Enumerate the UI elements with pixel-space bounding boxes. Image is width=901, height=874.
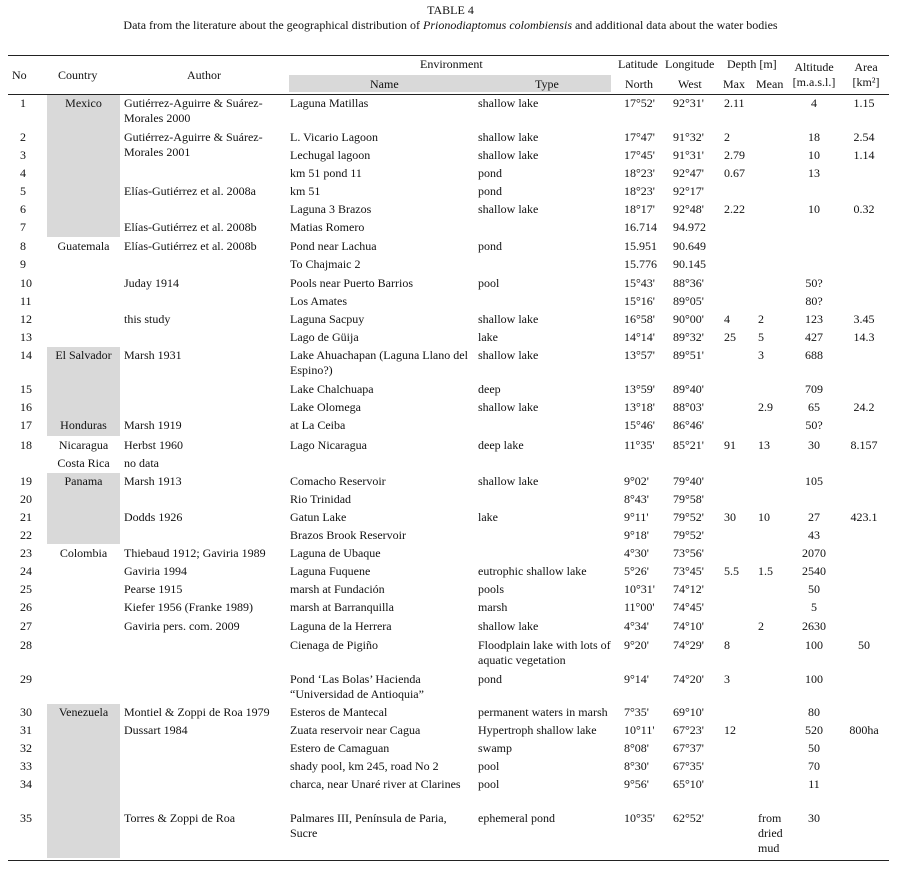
water-body-name: Laguna Matillas bbox=[290, 96, 369, 110]
altitude-value: 709 bbox=[805, 382, 823, 396]
header-latitude: Latitude bbox=[618, 57, 658, 71]
longitude-value: 86°46' bbox=[673, 418, 704, 432]
row-number: 29 bbox=[20, 672, 32, 686]
latitude-value: 13°18' bbox=[624, 400, 655, 414]
water-body-type: pools bbox=[478, 582, 505, 596]
depth-max-value: 2.11 bbox=[724, 96, 745, 110]
author-name: Herbst 1960 bbox=[124, 438, 183, 452]
header-author: Author bbox=[187, 68, 221, 82]
row-number: 26 bbox=[20, 600, 32, 614]
header-west: West bbox=[678, 77, 702, 91]
altitude-value: 2070 bbox=[802, 546, 826, 560]
altitude-value: 80? bbox=[805, 294, 823, 308]
header-mean: Mean bbox=[756, 77, 784, 91]
water-body-type: permanent waters in marsh bbox=[478, 705, 608, 719]
latitude-value: 8°30' bbox=[624, 759, 649, 773]
depth-max-value: 2.22 bbox=[724, 202, 745, 216]
longitude-value: 89°32' bbox=[673, 330, 704, 344]
area-value: 24.2 bbox=[853, 400, 875, 414]
water-body-type: pool bbox=[478, 759, 500, 773]
latitude-value: 10°35' bbox=[624, 811, 655, 825]
depth-mean-value: 2 bbox=[758, 619, 764, 633]
water-body-type: shallow lake bbox=[478, 202, 539, 216]
depth-max-value: 30 bbox=[724, 510, 736, 524]
longitude-value: 88°03' bbox=[673, 400, 704, 414]
altitude-value: 65 bbox=[808, 400, 820, 414]
longitude-value: 89°51' bbox=[673, 348, 704, 362]
water-body-name: Laguna de Ubaque bbox=[290, 546, 381, 560]
header-name: Name bbox=[370, 77, 399, 91]
altitude-value: 50? bbox=[805, 276, 823, 290]
depth-mean-value: 5 bbox=[758, 330, 764, 344]
author-name: this study bbox=[124, 312, 171, 326]
altitude-value: 10 bbox=[808, 202, 820, 216]
author-name: Gaviria pers. com. 2009 bbox=[124, 619, 240, 633]
depth-max-value: 3 bbox=[724, 672, 730, 686]
area-value: 3.45 bbox=[853, 312, 875, 326]
latitude-value: 5°26' bbox=[624, 564, 649, 578]
water-body-type: pond bbox=[478, 239, 502, 253]
altitude-value: 520 bbox=[805, 723, 823, 737]
longitude-value: 67°37' bbox=[673, 741, 704, 755]
author-name: Elías-Gutiérrez et al. 2008b bbox=[124, 239, 257, 253]
country-shading bbox=[47, 704, 120, 858]
row-number: 3 bbox=[20, 148, 26, 162]
water-body-name: marsh at Fundación bbox=[290, 582, 385, 596]
water-body-type: pond bbox=[478, 672, 502, 686]
depth-max-value: 25 bbox=[724, 330, 736, 344]
altitude-value: 30 bbox=[808, 438, 820, 452]
country-name: Honduras bbox=[60, 418, 107, 432]
water-body-type: shallow lake bbox=[478, 312, 539, 326]
water-body-name: Lake Ahuachapan (Laguna Llano del Espino?) bbox=[290, 348, 468, 377]
altitude-value: 50? bbox=[805, 418, 823, 432]
depth-max-value: 5.5 bbox=[724, 564, 739, 578]
longitude-value: 85°21' bbox=[673, 438, 704, 452]
water-body-type: pool bbox=[478, 276, 500, 290]
author-name: Torres & Zoppi de Roa bbox=[124, 811, 236, 825]
latitude-value: 7°35' bbox=[624, 705, 649, 719]
row-number: 1 bbox=[20, 96, 26, 110]
row-number: 4 bbox=[20, 166, 26, 180]
header-no: No bbox=[12, 68, 27, 82]
longitude-value: 89°40' bbox=[673, 382, 704, 396]
water-body-type: shallow lake bbox=[478, 474, 539, 488]
row-number: 32 bbox=[20, 741, 32, 755]
longitude-value: 74°12' bbox=[673, 582, 704, 596]
water-body-type: shallow lake bbox=[478, 96, 539, 110]
author-name: Montiel & Zoppi de Roa 1979 bbox=[124, 705, 270, 719]
water-body-type: eutrophic shallow lake bbox=[478, 564, 587, 578]
latitude-value: 15.951 bbox=[624, 239, 657, 253]
latitude-value: 15.776 bbox=[624, 257, 657, 271]
header-north: North bbox=[625, 77, 653, 91]
longitude-value: 92°47' bbox=[673, 166, 704, 180]
latitude-value: 4°34' bbox=[624, 619, 649, 633]
latitude-value: 15°46' bbox=[624, 418, 655, 432]
row-number: 7 bbox=[20, 220, 26, 234]
row-number: 11 bbox=[20, 294, 32, 308]
water-body-type: shallow lake bbox=[478, 148, 539, 162]
top-rule bbox=[8, 55, 889, 56]
longitude-value: 90.649 bbox=[673, 239, 706, 253]
row-number: 8 bbox=[20, 239, 26, 253]
latitude-value: 9°14' bbox=[624, 672, 649, 686]
header-country: Country bbox=[58, 68, 98, 82]
author-name: Gutiérrez-Aguirre & Suárez-Morales 2001 bbox=[124, 130, 263, 159]
species-name: Prionodiaptomus colombiensis bbox=[422, 18, 572, 32]
latitude-value: 18°17' bbox=[624, 202, 655, 216]
longitude-value: 67°35' bbox=[673, 759, 704, 773]
altitude-value: 13 bbox=[808, 166, 820, 180]
water-body-name: Lechugal lagoon bbox=[290, 148, 371, 162]
row-number: 14 bbox=[20, 348, 32, 362]
altitude-value: 427 bbox=[805, 330, 823, 344]
environment-header-shading bbox=[289, 75, 611, 92]
header-altitude: Altitude [m.a.s.l.] bbox=[792, 60, 836, 89]
longitude-value: 91°32' bbox=[673, 130, 704, 144]
row-number: 18 bbox=[20, 438, 32, 452]
water-body-type: lake bbox=[478, 330, 498, 344]
author-name: Kiefer 1956 (Franke 1989) bbox=[124, 600, 253, 614]
row-number: 35 bbox=[20, 811, 32, 825]
altitude-value: 11 bbox=[808, 777, 820, 791]
country-name: Guatemala bbox=[57, 239, 110, 253]
header-type: Type bbox=[535, 77, 559, 91]
table-caption: Data from the literature about the geographical distribution of Prionodiaptomus colombiensis and additional data about the water bodies bbox=[123, 18, 778, 32]
country-name: El Salvador bbox=[55, 348, 112, 362]
latitude-value: 9°18' bbox=[624, 528, 649, 542]
longitude-value: 74°10' bbox=[673, 619, 704, 633]
header-max: Max bbox=[723, 77, 745, 91]
row-number: 27 bbox=[20, 619, 32, 633]
depth-mean-value: 2 bbox=[758, 312, 764, 326]
row-number: 22 bbox=[20, 528, 32, 542]
longitude-value: 89°05' bbox=[673, 294, 704, 308]
longitude-value: 88°36' bbox=[673, 276, 704, 290]
altitude-value: 688 bbox=[805, 348, 823, 362]
depth-mean-value: from dried mud bbox=[758, 811, 783, 855]
row-number: 30 bbox=[20, 705, 32, 719]
row-number: 13 bbox=[20, 330, 32, 344]
bottom-rule bbox=[8, 860, 889, 861]
longitude-value: 62°52' bbox=[673, 811, 704, 825]
latitude-value: 8°08' bbox=[624, 741, 649, 755]
depth-mean-value: 10 bbox=[758, 510, 770, 524]
water-body-type: lake bbox=[478, 510, 498, 524]
author-name: Thiebaud 1912; Gaviria 1989 bbox=[124, 546, 266, 560]
depth-max-value: 2.79 bbox=[724, 148, 745, 162]
author-name: Marsh 1919 bbox=[124, 418, 182, 432]
row-number: 10 bbox=[20, 276, 32, 290]
area-value: 800ha bbox=[849, 723, 879, 737]
water-body-type: shallow lake bbox=[478, 130, 539, 144]
water-body-name: Rio Trinidad bbox=[290, 492, 352, 506]
latitude-value: 15°16' bbox=[624, 294, 655, 308]
depth-max-value: 2 bbox=[724, 130, 730, 144]
water-body-name: km 51 bbox=[290, 184, 321, 198]
longitude-value: 74°20' bbox=[673, 672, 704, 686]
depth-mean-value: 13 bbox=[758, 438, 770, 452]
altitude-value: 105 bbox=[805, 474, 823, 488]
latitude-value: 11°00' bbox=[624, 600, 655, 614]
author-name: Dussart 1984 bbox=[124, 723, 188, 737]
header-area: Area [km²] bbox=[852, 60, 880, 89]
water-body-type: ephemeral pond bbox=[478, 811, 555, 825]
altitude-value: 80 bbox=[808, 705, 820, 719]
depth-mean-value: 2.9 bbox=[758, 400, 773, 414]
country-name: Mexico bbox=[65, 96, 102, 110]
latitude-value: 18°23' bbox=[624, 166, 655, 180]
altitude-value: 100 bbox=[805, 672, 823, 686]
country-name: Colombia bbox=[59, 546, 108, 560]
water-body-type: deep bbox=[478, 382, 501, 396]
water-body-name: shady pool, km 245, road No 2 bbox=[290, 759, 439, 773]
longitude-value: 74°45' bbox=[673, 600, 704, 614]
author-name: Elías-Gutiérrez et al. 2008a bbox=[124, 184, 256, 198]
water-body-type: pool bbox=[478, 777, 500, 791]
water-body-name: marsh at Barranquilla bbox=[290, 600, 394, 614]
area-value: 0.32 bbox=[853, 202, 875, 216]
longitude-value: 79°40' bbox=[673, 474, 704, 488]
water-body-name: Lake Olomega bbox=[290, 400, 361, 414]
depth-mean-value: 3 bbox=[758, 348, 764, 362]
longitude-value: 65°10' bbox=[673, 777, 704, 791]
author-name: Pearse 1915 bbox=[124, 582, 183, 596]
altitude-value: 2540 bbox=[802, 564, 826, 578]
water-body-name: To Chajmaic 2 bbox=[290, 257, 361, 271]
area-value: 50 bbox=[858, 638, 870, 652]
water-body-name: Cienaga de Pigiño bbox=[290, 638, 378, 652]
area-value: 1.14 bbox=[853, 148, 875, 162]
row-number: 19 bbox=[20, 474, 32, 488]
row-number: 25 bbox=[20, 582, 32, 596]
area-value: 14.3 bbox=[853, 330, 875, 344]
water-body-name: charca, near Unaré river at Clarines bbox=[290, 777, 461, 791]
water-body-type: shallow lake bbox=[478, 348, 539, 362]
altitude-value: 70 bbox=[808, 759, 820, 773]
longitude-value: 69°10' bbox=[673, 705, 704, 719]
latitude-value: 9°20' bbox=[624, 638, 649, 652]
altitude-value: 43 bbox=[808, 528, 820, 542]
header-environment: Environment bbox=[420, 57, 483, 71]
water-body-type: marsh bbox=[478, 600, 508, 614]
latitude-value: 8°43' bbox=[624, 492, 649, 506]
water-body-name: Laguna Fuquene bbox=[290, 564, 371, 578]
altitude-value: 27 bbox=[808, 510, 820, 524]
altitude-value: 30 bbox=[808, 811, 820, 825]
longitude-value: 91°31' bbox=[673, 148, 704, 162]
water-body-name: Comacho Reservoir bbox=[290, 474, 386, 488]
altitude-value: 50 bbox=[808, 741, 820, 755]
latitude-value: 14°14' bbox=[624, 330, 655, 344]
water-body-name: Lago de Güija bbox=[290, 330, 359, 344]
water-body-name: Gatun Lake bbox=[290, 510, 347, 524]
water-body-type: swamp bbox=[478, 741, 512, 755]
latitude-value: 13°57' bbox=[624, 348, 655, 362]
altitude-value: 5 bbox=[811, 600, 817, 614]
water-body-type: pond bbox=[478, 166, 502, 180]
depth-max-value: 12 bbox=[724, 723, 736, 737]
row-number: 9 bbox=[20, 257, 26, 271]
longitude-value: 90°00' bbox=[673, 312, 704, 326]
altitude-value: 10 bbox=[808, 148, 820, 162]
water-body-name: Zuata reservoir near Cagua bbox=[290, 723, 421, 737]
latitude-value: 16.714 bbox=[624, 220, 657, 234]
latitude-value: 10°11' bbox=[624, 723, 655, 737]
water-body-name: Laguna 3 Brazos bbox=[290, 202, 372, 216]
row-number: 16 bbox=[20, 400, 32, 414]
longitude-value: 79°52' bbox=[673, 528, 704, 542]
latitude-value: 15°43' bbox=[624, 276, 655, 290]
latitude-value: 16°58' bbox=[624, 312, 655, 326]
water-body-name: at La Ceiba bbox=[290, 418, 346, 432]
header-bottom-rule bbox=[8, 94, 889, 95]
altitude-value: 18 bbox=[808, 130, 820, 144]
author-name: Juday 1914 bbox=[124, 276, 179, 290]
longitude-value: 74°29' bbox=[673, 638, 704, 652]
latitude-value: 4°30' bbox=[624, 546, 649, 560]
latitude-value: 9°56' bbox=[624, 777, 649, 791]
author-name: Dodds 1926 bbox=[124, 510, 183, 524]
country-shading bbox=[47, 95, 120, 237]
country-name: Venezuela bbox=[58, 705, 109, 719]
water-body-name: Pools near Puerto Barrios bbox=[290, 276, 413, 290]
row-number: 21 bbox=[20, 510, 32, 524]
longitude-value: 79°58' bbox=[673, 492, 704, 506]
water-body-name: Estero de Camaguan bbox=[290, 741, 390, 755]
water-body-name: Lake Chalchuapa bbox=[290, 382, 374, 396]
row-number: 2 bbox=[20, 130, 26, 144]
water-body-type: pond bbox=[478, 184, 502, 198]
longitude-value: 94.972 bbox=[673, 220, 706, 234]
row-number: 6 bbox=[20, 202, 26, 216]
area-value: 2.54 bbox=[853, 130, 875, 144]
area-value: 1.15 bbox=[853, 96, 875, 110]
table-number: TABLE 4 bbox=[427, 3, 474, 17]
row-number: 31 bbox=[20, 723, 32, 737]
water-body-name: Palmares III, Península de Paria, Sucre bbox=[290, 811, 447, 840]
author-name: Marsh 1931 bbox=[124, 348, 182, 362]
altitude-value: 50 bbox=[808, 582, 820, 596]
latitude-value: 10°31' bbox=[624, 582, 655, 596]
area-value: 423.1 bbox=[850, 510, 878, 524]
water-body-name: Matias Romero bbox=[290, 220, 365, 234]
row-number: 28 bbox=[20, 638, 32, 652]
depth-max-value: 4 bbox=[724, 312, 730, 326]
depth-max-value: 0.67 bbox=[724, 166, 745, 180]
header-depth: Depth [m] bbox=[727, 57, 777, 71]
water-body-name: km 51 pond 11 bbox=[290, 166, 362, 180]
author-name: Elías-Gutiérrez et al. 2008b bbox=[124, 220, 257, 234]
country-name: Nicaragua bbox=[58, 438, 109, 452]
longitude-value: 92°48' bbox=[673, 202, 704, 216]
longitude-value: 79°52' bbox=[673, 510, 704, 524]
water-body-name: Esteros de Mantecal bbox=[290, 705, 388, 719]
area-value: 8.157 bbox=[850, 438, 878, 452]
row-number: 33 bbox=[20, 759, 32, 773]
row-number: 12 bbox=[20, 312, 32, 326]
water-body-type: Floodplain lake with lots of aquatic vegetation bbox=[478, 638, 611, 667]
water-body-type: Hypertroph shallow lake bbox=[478, 723, 597, 737]
row-number: 5 bbox=[20, 184, 26, 198]
water-body-type: deep lake bbox=[478, 438, 524, 452]
water-body-type: shallow lake bbox=[478, 400, 539, 414]
altitude-value: 2630 bbox=[802, 619, 826, 633]
water-body-name: Pond ‘Las Bolas’ Hacienda “Universidad de Antioquia” bbox=[290, 672, 424, 701]
water-body-name: Pond near Lachua bbox=[290, 239, 377, 253]
author-name: no data bbox=[124, 456, 159, 470]
longitude-value: 92°17' bbox=[673, 184, 704, 198]
row-number: 23 bbox=[20, 546, 32, 560]
country-name: Costa Rica bbox=[57, 456, 110, 470]
longitude-value: 73°45' bbox=[673, 564, 704, 578]
row-number: 34 bbox=[20, 777, 32, 791]
latitude-value: 18°23' bbox=[624, 184, 655, 198]
latitude-value: 17°45' bbox=[624, 148, 655, 162]
water-body-name: Laguna de la Herrera bbox=[290, 619, 392, 633]
depth-mean-value: 1.5 bbox=[758, 564, 773, 578]
longitude-value: 92°31' bbox=[673, 96, 704, 110]
water-body-name: Brazos Brook Reservoir bbox=[290, 528, 406, 542]
longitude-value: 73°56' bbox=[673, 546, 704, 560]
longitude-value: 67°23' bbox=[673, 723, 704, 737]
row-number: 24 bbox=[20, 564, 32, 578]
water-body-name: Laguna Sacpuy bbox=[290, 312, 365, 326]
water-body-type: shallow lake bbox=[478, 619, 539, 633]
depth-max-value: 8 bbox=[724, 638, 730, 652]
header-longitude: Longitude bbox=[665, 57, 715, 71]
depth-max-value: 91 bbox=[724, 438, 736, 452]
latitude-value: 11°35' bbox=[624, 438, 655, 452]
latitude-value: 9°02' bbox=[624, 474, 649, 488]
latitude-value: 17°47' bbox=[624, 130, 655, 144]
author-name: Gaviria 1994 bbox=[124, 564, 187, 578]
row-number: 20 bbox=[20, 492, 32, 506]
altitude-value: 123 bbox=[805, 312, 823, 326]
row-number: 17 bbox=[20, 418, 32, 432]
latitude-value: 13°59' bbox=[624, 382, 655, 396]
country-name: Panama bbox=[64, 474, 103, 488]
latitude-value: 17°52' bbox=[624, 96, 655, 110]
latitude-value: 9°11' bbox=[624, 510, 649, 524]
row-number: 15 bbox=[20, 382, 32, 396]
water-body-name: Los Amates bbox=[290, 294, 347, 308]
water-body-name: L. Vicario Lagoon bbox=[290, 130, 379, 144]
water-body-name: Lago Nicaragua bbox=[290, 438, 367, 452]
author-name: Marsh 1913 bbox=[124, 474, 182, 488]
altitude-value: 4 bbox=[811, 96, 817, 110]
longitude-value: 90.145 bbox=[673, 257, 706, 271]
author-name: Gutiérrez-Aguirre & Suárez-Morales 2000 bbox=[124, 96, 263, 125]
altitude-value: 100 bbox=[805, 638, 823, 652]
